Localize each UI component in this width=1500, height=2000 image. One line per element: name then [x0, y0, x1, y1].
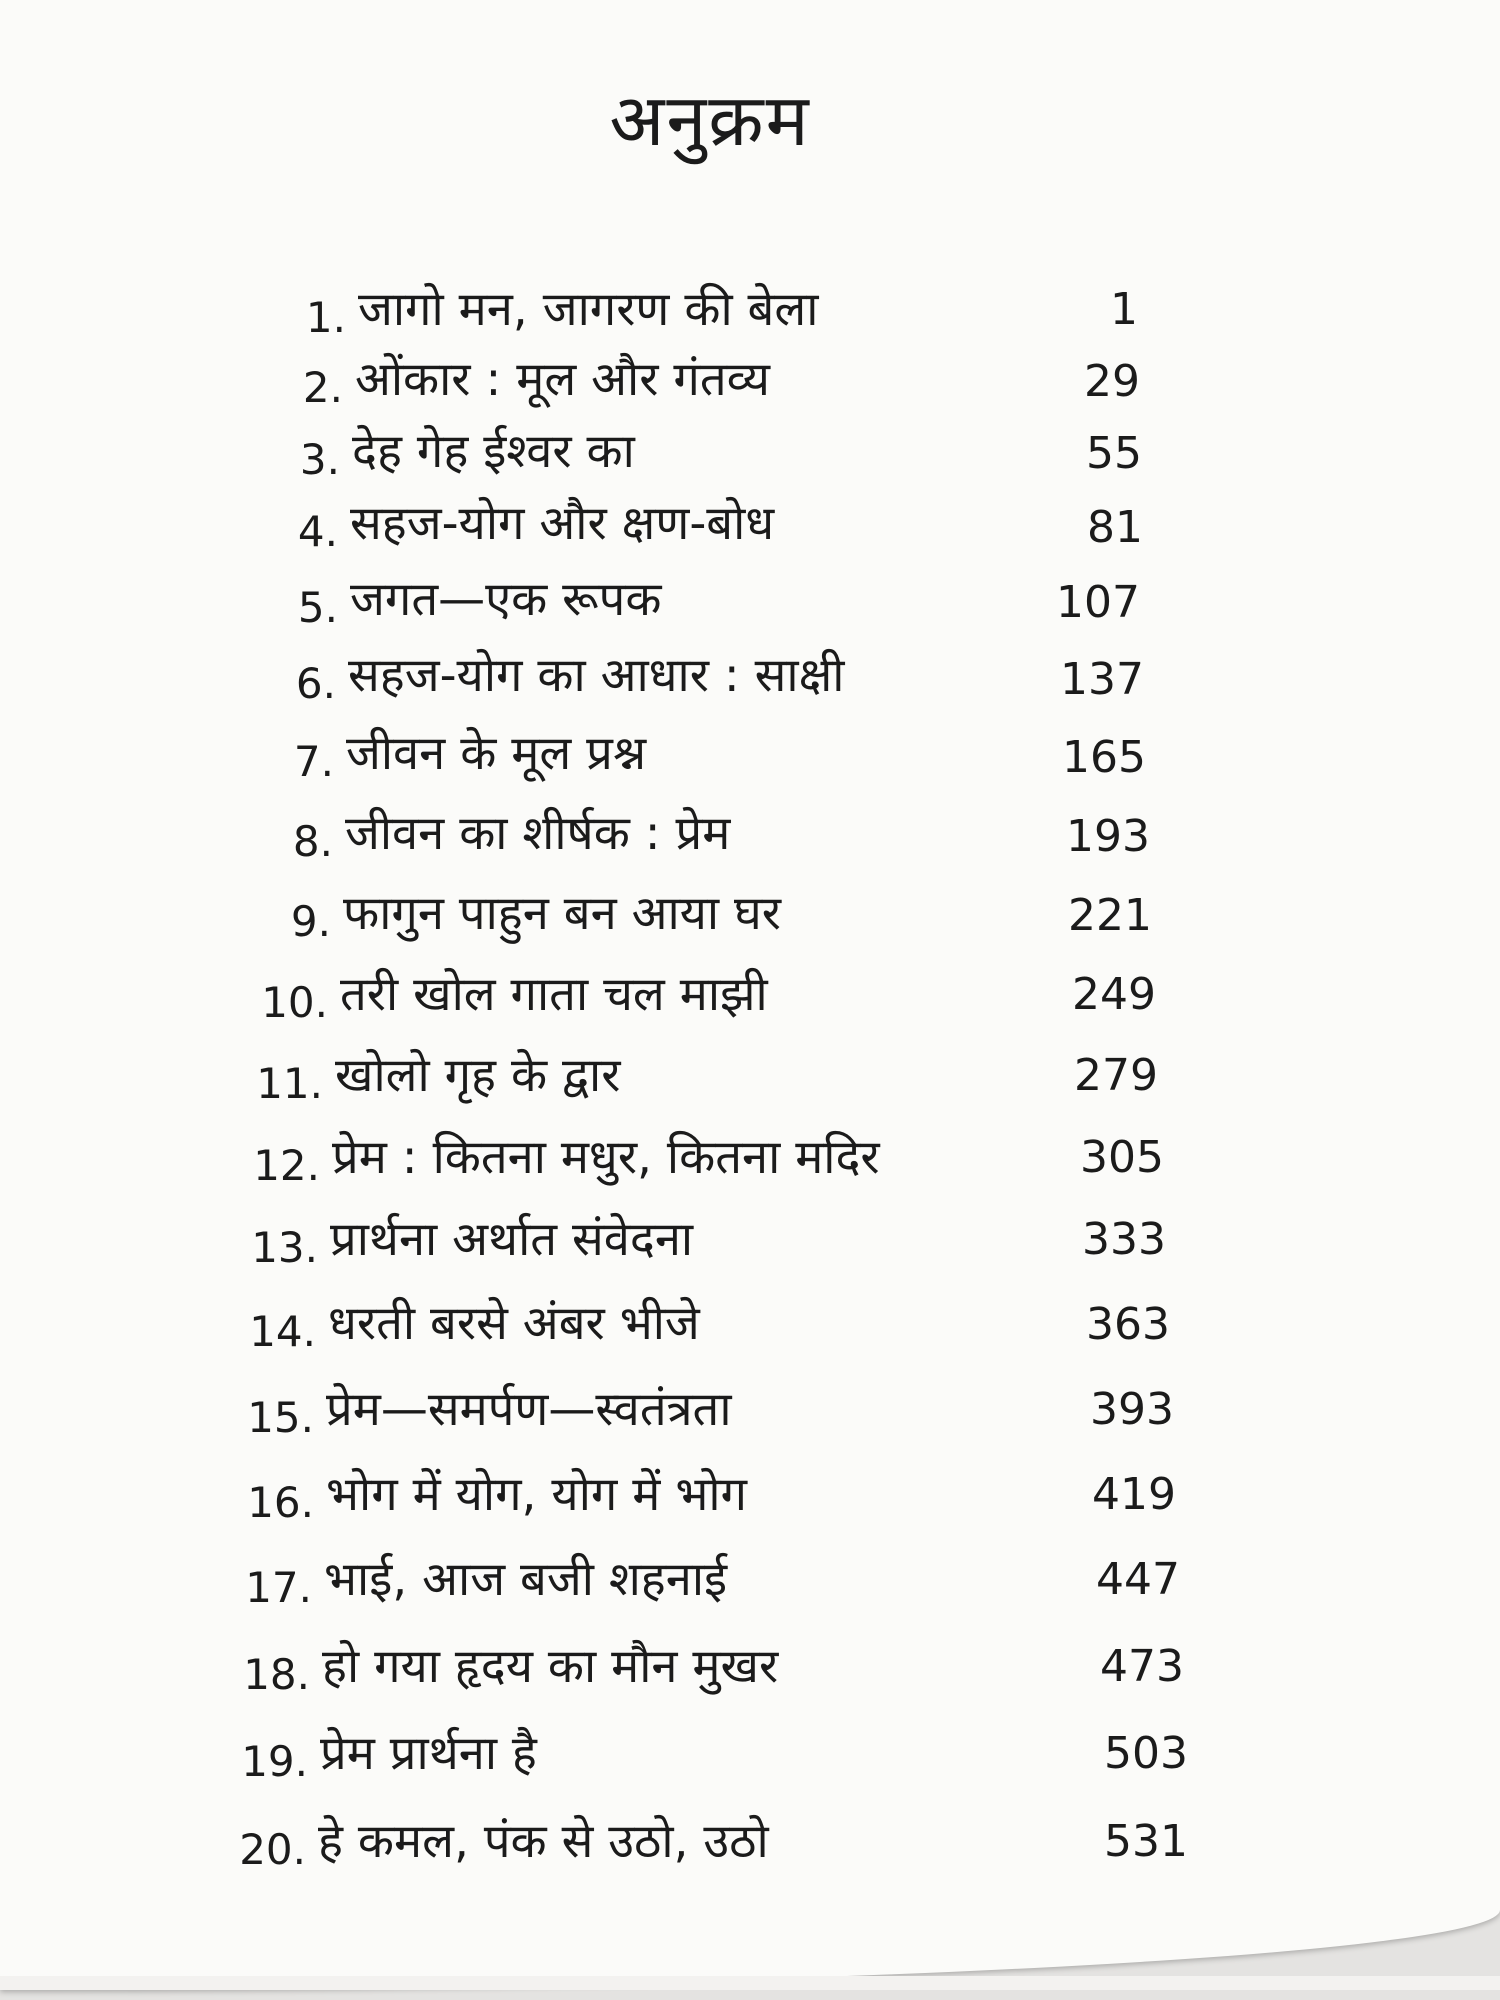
entry-title: हे कमल, पंक से उठो, उठो	[318, 1814, 769, 1869]
entry-page-number: 531	[1104, 1816, 1188, 1867]
entry-page-number: 363	[1086, 1299, 1170, 1350]
entry-page-number: 305	[1080, 1132, 1164, 1183]
entry-number: 16.	[247, 1478, 314, 1527]
entry-number: 12.	[253, 1141, 320, 1190]
entry-number: 20.	[239, 1825, 306, 1874]
entry-page-number: 249	[1072, 969, 1156, 1020]
entry-number: 5.	[297, 583, 338, 632]
entry-page-number: 193	[1066, 811, 1150, 862]
entry-number: 18.	[243, 1650, 310, 1699]
entry-page-number: 279	[1074, 1050, 1158, 1101]
entry-title: देह गेह ईश्वर का	[352, 424, 635, 479]
entry-page-number: 221	[1068, 890, 1152, 941]
entry-title: खोलो गृह के द्वार	[335, 1048, 621, 1103]
entry-title: धरती बरसे अंबर भीजे	[328, 1296, 700, 1351]
entry-page-number: 447	[1096, 1554, 1180, 1605]
entry-page-number: 81	[1087, 502, 1143, 553]
entry-title: हो गया हृदय का मौन मुखर	[322, 1639, 779, 1694]
entry-title: फागुन पाहुन बन आया घर	[343, 886, 782, 941]
entry-page-number: 55	[1086, 428, 1142, 479]
entry-title: तरी खोल गाता चल माझी	[340, 967, 768, 1022]
entry-number: 7.	[293, 737, 334, 786]
entry-number: 11.	[256, 1059, 323, 1108]
entry-title: ओंकार : मूल और गंतव्य	[355, 352, 770, 407]
entry-page-number: 333	[1082, 1214, 1166, 1265]
entry-number: 4.	[297, 507, 338, 556]
entry-number: 2.	[302, 363, 343, 412]
entry-number: 1.	[305, 293, 346, 342]
entry-number: 13.	[251, 1223, 318, 1272]
entry-number: 14.	[249, 1307, 316, 1356]
entry-title: सहज-योग और क्षण-बोध	[350, 496, 775, 551]
entry-title: प्रेम प्रार्थना है	[320, 1726, 537, 1781]
entry-number: 6.	[295, 659, 336, 708]
entry-page-number: 393	[1090, 1384, 1174, 1435]
entry-page-number: 165	[1062, 732, 1146, 783]
entry-page-number: 419	[1092, 1469, 1176, 1520]
entry-page-number: 503	[1104, 1728, 1188, 1779]
entry-number: 15.	[247, 1393, 314, 1442]
entry-title: प्रेम—समर्पण—स्वतंत्रता	[326, 1382, 732, 1437]
entry-title: प्रार्थना अर्थात संवेदना	[330, 1212, 694, 1267]
entry-title: प्रेम : कितना मधुर, कितना मदिर	[332, 1130, 880, 1185]
entry-number: 17.	[245, 1563, 312, 1612]
entry-number: 19.	[241, 1737, 308, 1786]
entry-title: जीवन का शीर्षक : प्रेम	[345, 806, 731, 861]
entry-page-number: 107	[1056, 577, 1140, 628]
entry-number: 10.	[261, 978, 328, 1027]
entry-title: सहज-योग का आधार : साक्षी	[348, 648, 845, 703]
page-title: अनुक्रम	[609, 78, 811, 162]
entry-title: भोग में योग, योग में भोग	[326, 1467, 747, 1522]
entry-number: 3.	[299, 435, 340, 484]
entry-number: 9.	[290, 897, 331, 946]
entry-page-number: 29	[1084, 356, 1140, 407]
entry-title: जीवन के मूल प्रश्न	[346, 726, 647, 781]
entry-title: भाई, आज बजी शहनाई	[324, 1552, 728, 1607]
entry-title: जागो मन, जागरण की बेला	[358, 282, 819, 337]
entry-number: 8.	[292, 817, 333, 866]
entry-page-number: 1	[1110, 284, 1138, 335]
entry-page-number: 473	[1100, 1641, 1184, 1692]
entry-page-number: 137	[1060, 654, 1144, 705]
entry-title: जगत—एक रूपक	[350, 572, 662, 627]
